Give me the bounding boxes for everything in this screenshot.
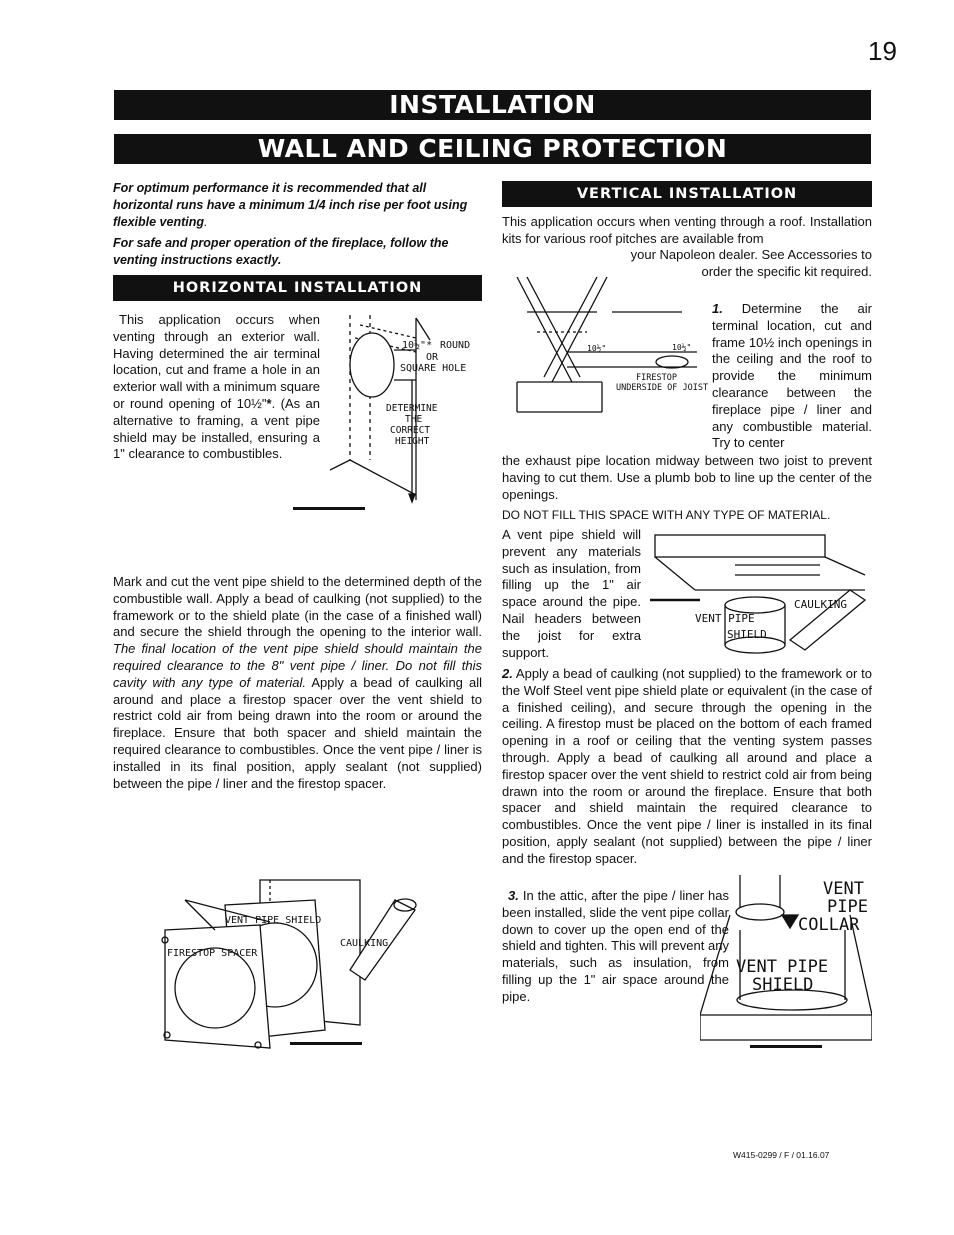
figure-underline (293, 507, 365, 510)
wall-opening-diagram (330, 310, 480, 510)
figure-underline (750, 1045, 822, 1048)
vertical-step-3-text: 3. In the attic, after the pipe / liner has been installed, slide the vent pipe collar down to cover up the open end of the shield and tighten. This will prevent any materials, such as insulation, from filling up the 1" air space around the pipe. (502, 888, 729, 1004)
svg-text:VENT PIPE: VENT PIPE (736, 957, 829, 977)
vertical-step-1-text: 1. Determine the air terminal location, cut and frame 10½ inch openings in the ceiling and the roof to provide the minimum clearance between the fireplace pipe / liner and any combustible material. Try to center (712, 301, 872, 451)
svg-text:OR: OR (426, 352, 439, 363)
svg-text:CORRECT: CORRECT (390, 425, 431, 436)
svg-text:VENT PIPE SHIELD: VENT PIPE SHIELD (225, 915, 322, 926)
svg-text:THE: THE (405, 414, 423, 425)
svg-text:FIRESTOP: FIRESTOP (636, 373, 677, 383)
document-code: W415-0299 / F / 01.16.07 (733, 1150, 830, 1160)
firestop-spacer-diagram (155, 870, 425, 1050)
intro-paragraph-1: For optimum performance it is recommended that all horizontal runs have a minimum 1/4 inch rise per foot using flexible venting. (113, 181, 468, 229)
horizontal-paragraph-2: Mark and cut the vent pipe shield to the determined depth of the combustible wall. Apply a bead of caulking (not supplied) to the framework or to the shield plate (in the case of a finished wall) and secure the shield through the opening to the interior wall. The final location of the vent pipe shield should maintain the required clearance to the 8" vent pipe / liner. Do not fill this cavity with any type of material. Apply a bead of caulking all around and place a firestop spacer over the vent shield to restrict cold air from being drawn into the room or around the fireplace. Ensure that both spacer and shield maintain the required clearance to combustibles. Once the vent pipe / liner is installed in its final position, apply sealant (not supplied) between the pipe / liner and the firestop spacer. (113, 574, 482, 791)
svg-text:CAULKING: CAULKING (340, 938, 389, 949)
svg-text:FIRESTOP SPACER: FIRESTOP SPACER (167, 948, 258, 959)
svg-text:PIPE: PIPE (827, 897, 868, 917)
roof-framing-diagram (512, 272, 712, 427)
vertical-installation-heading: VERTICAL INSTALLATION (502, 181, 872, 207)
svg-text:VENT PIPE: VENT PIPE (695, 612, 755, 625)
svg-text:UNDERSIDE OF JOIST: UNDERSIDE OF JOIST (616, 383, 709, 393)
svg-text:CAULKING: CAULKING (794, 598, 847, 611)
intro-paragraph-2: For safe and proper operation of the fireplace, follow the venting instructions exactly. (113, 236, 449, 267)
vertical-step-2-text: 2. Apply a bead of caulking (not supplied) to the framework or to the Wolf Steel vent pipe shield plate or equivalent (in the case of a finished ceiling), and secure through the opening in the ceiling. A firestop must be placed on the bottom of each framed opening in a roof or ceiling that the venting system passes through. Apply a bead of caulking all around and place a firestop spacer over the vent shield to restrict cold air from being drawn into the room or around the fireplace. Ensure that both spacer and shield maintain the required clearance to combustibles. Once the vent pipe / liner is installed in its final position, apply sealant (not supplied) between the pipe / liner and the firestop spacer. (502, 666, 872, 866)
svg-text:SHIELD: SHIELD (752, 975, 814, 995)
vertical-step-1-continued: the exhaust pipe location midway between two joist to prevent having to cut them. Use a plumb bob to line up the center of the openings. (502, 453, 872, 502)
do-not-fill-note: DO NOT FILL THIS SPACE WITH ANY TYPE OF MATERIAL. (502, 508, 831, 522)
vent-shield-paragraph: A vent pipe shield will prevent any materials such as insulation, from filling up the 1" air space around the pipe. Nail headers between the joist for extra support. (502, 527, 641, 660)
figure-underline (290, 1042, 362, 1045)
svg-text:SQUARE HOLE: SQUARE HOLE (400, 363, 467, 374)
svg-text:ROUND: ROUND (440, 340, 471, 351)
ceiling-shield-diagram (650, 530, 872, 660)
svg-text:10½"*: 10½"* (402, 340, 433, 351)
vertical-paragraph-1a: This application occurs when venting through a roof. Installation kits for various roof pitches are available from (502, 214, 872, 246)
section-title-banner: INSTALLATION (114, 90, 871, 120)
svg-text:DETERMINE: DETERMINE (386, 403, 438, 414)
svg-text:COLLAR: COLLAR (798, 915, 860, 935)
attic-collar-diagram (700, 870, 872, 1050)
svg-text:SHIELD: SHIELD (727, 628, 767, 641)
vertical-paragraph-1b: your Napoleon dealer. See Accessories to order the specific kit required. (630, 247, 872, 279)
page-number: 19 (868, 36, 897, 66)
horizontal-paragraph-1: This application occurs when venting through an exterior wall. Having determined the air terminal location, cut and frame a hole in an exterior wall with a minimum square or round opening of 10½"*. (As an alternative to framing, a vent pipe shield may be installed, ensuring a 1" clearance to combustibles. (113, 312, 320, 462)
svg-text:10½": 10½" (587, 344, 607, 353)
svg-text:VENT: VENT (823, 879, 864, 899)
horizontal-installation-heading: HORIZONTAL INSTALLATION (113, 275, 482, 301)
section-subtitle-banner: WALL AND CEILING PROTECTION (114, 134, 871, 164)
svg-text:10½": 10½" (672, 343, 692, 352)
intro-notes (113, 180, 485, 273)
svg-text:HEIGHT: HEIGHT (395, 436, 430, 447)
